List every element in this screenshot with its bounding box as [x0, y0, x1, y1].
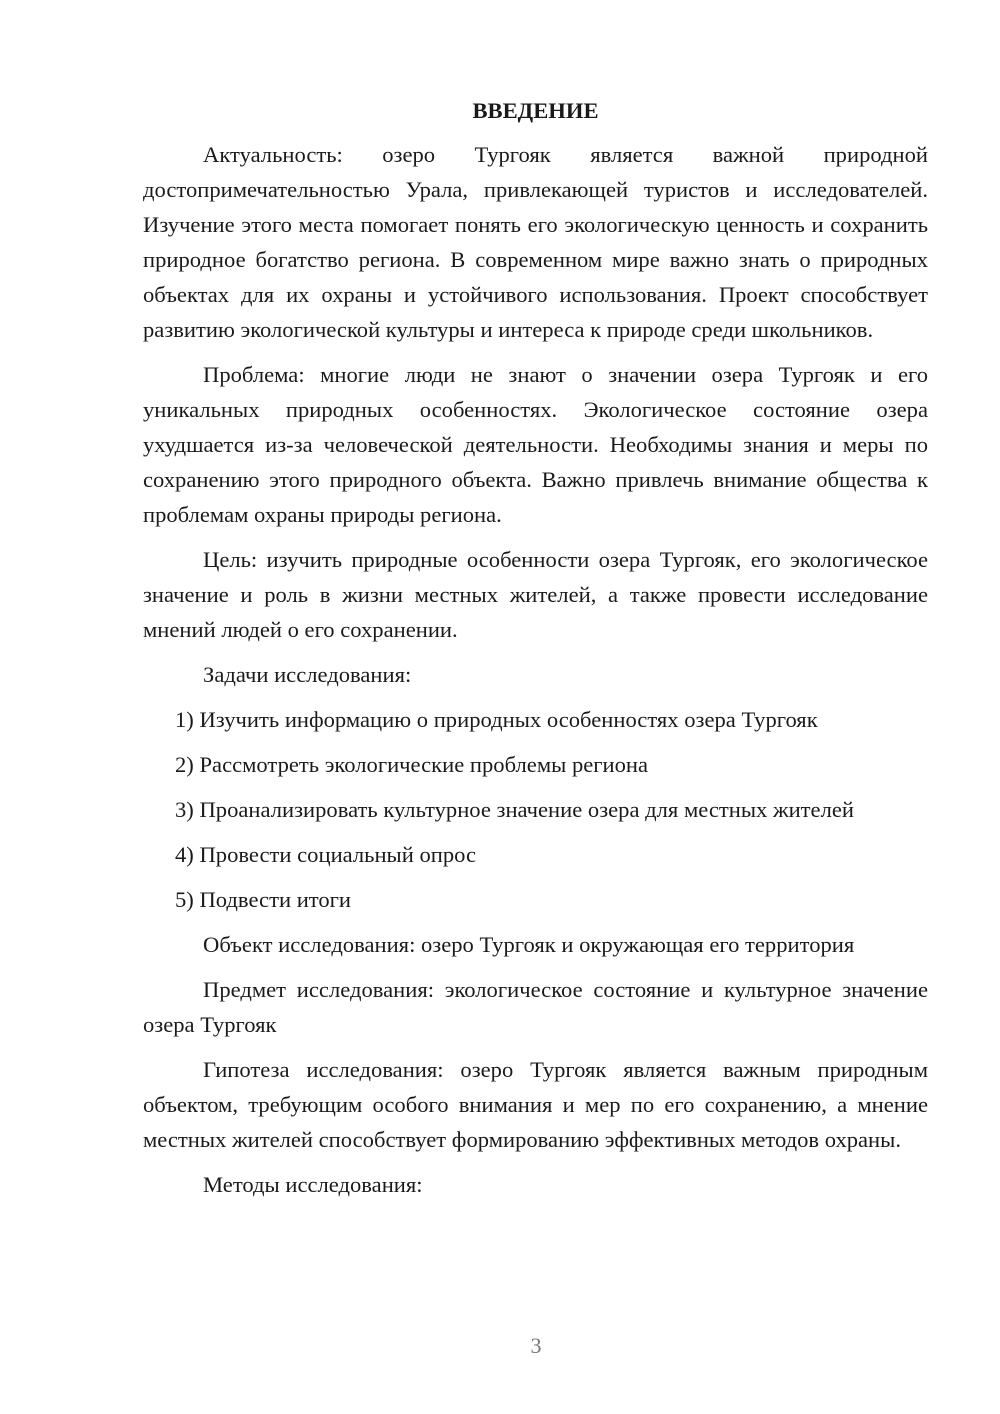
task-item-3: 3) Проанализировать культурное значение озера для местных жителей	[175, 797, 854, 822]
page-content	[143, 93, 928, 1212]
task-item-4: 4) Провести социальный опрос	[175, 842, 477, 867]
methods-title: Методы исследования:	[203, 1172, 423, 1197]
tasks-title: Задачи исследования:	[203, 662, 412, 687]
tasks-list	[143, 702, 928, 917]
object-paragraph: Объект исследования: озеро Тургояк и окружающая его территория	[203, 932, 855, 957]
task-item-2: 2) Рассмотреть экологические проблемы региона	[175, 752, 649, 777]
hypothesis-paragraph: Гипотеза исследования: озеро Тургояк является важным природным объектом, требующим особого внимания и мер по его сохранению, а мнение местных жителей способствует формированию эффективных методов охраны.	[143, 1057, 928, 1152]
section-heading: ВВЕДЕНИЕ	[472, 98, 599, 123]
subject-paragraph: Предмет исследования: экологическое состояние и культурное значение озера Тургояк	[143, 977, 928, 1037]
goal-paragraph: Цель: изучить природные особенности озера Тургояк, его экологическое значение и роль в жизни местных жителей, а также провести исследование мнений людей о его сохранении.	[143, 547, 928, 642]
problem-paragraph: Проблема: многие люди не знают о значении озера Тургояк и его уникальных природных особенностях. Экологическое состояние озера ухудшается из-за человеческой деятельности. Необходимы знания и меры по сохранению этого природного объекта. Важно привлечь внимание общества к проблемам охраны природы региона.	[143, 362, 928, 527]
task-item-5: 5) Подвести итоги	[175, 887, 352, 912]
task-item-1: 1) Изучить информацию о природных особенностях озера Тургояк	[175, 707, 818, 732]
relevance-paragraph: Актуальность: озеро Тургояк является важной природной достопримечательностью Урала, привлекающей туристов и исследователей. Изучение этого места помогает понять его экологическую ценность и сохранить природное богатство региона. В современном мире важно знать о природных объектах для их охраны и устойчивого использования. Проект способствует развитию экологической культуры и интереса к природе среди школьников.	[143, 142, 928, 342]
page-number: 3	[530, 1333, 542, 1358]
